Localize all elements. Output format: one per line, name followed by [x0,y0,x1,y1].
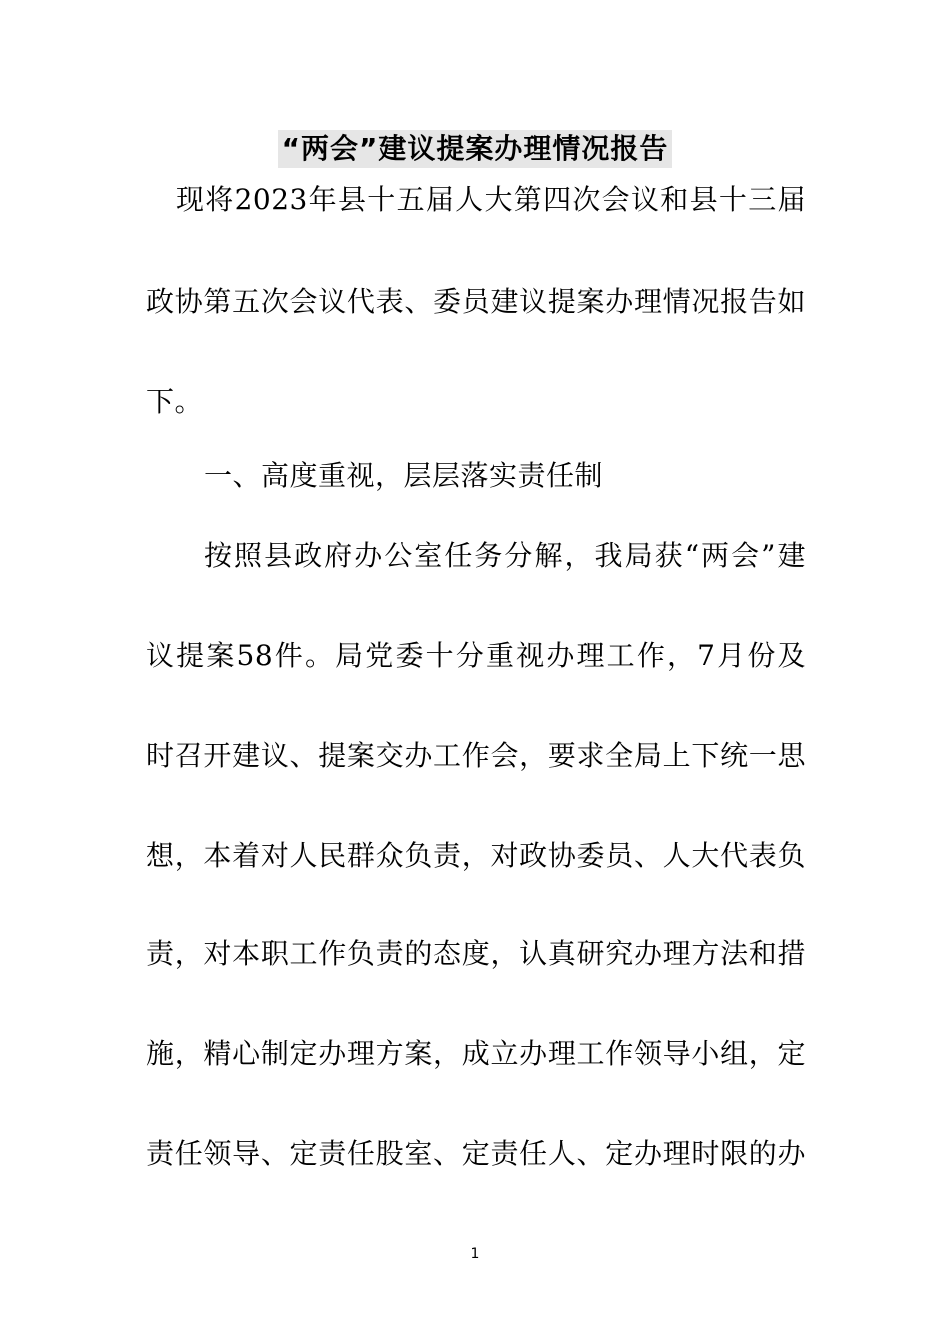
body-line-7: 时召开建议、提案交办工作会，要求全局上下统一思 [146,739,806,772]
body-line-5: 按照县政府办公室任务分解，我局获“两会”建 [204,539,806,572]
body-line-10: 施，精心制定办理方案，成立办理工作领导小组，定 [146,1037,806,1070]
body-line-11: 责任领导、定责任股室、定责任人、定办理时限的办 [146,1137,806,1170]
body-line-2: 政协第五次会议代表、委员建议提案办理情况报告如 [146,285,806,318]
body-line-6: 议提案58件。局党委十分重视办理工作，7月份及 [146,639,806,672]
body-line-3: 下。 [146,385,204,418]
page-number: 1 [470,1246,480,1262]
document-title: “两会”建议提案办理情况报告 [278,130,673,168]
body-line-8: 想，本着对人民群众负责，对政协委员、人大代表负 [146,839,806,872]
section-heading-1: 一、高度重视，层层落实责任制 [204,459,604,492]
title-container [0,130,950,168]
body-line-1: 现将2023年县十五届人大第四次会议和县十三届 [176,183,806,216]
body-line-9: 责，对本职工作负责的态度，认真研究办理方法和措 [146,937,806,970]
